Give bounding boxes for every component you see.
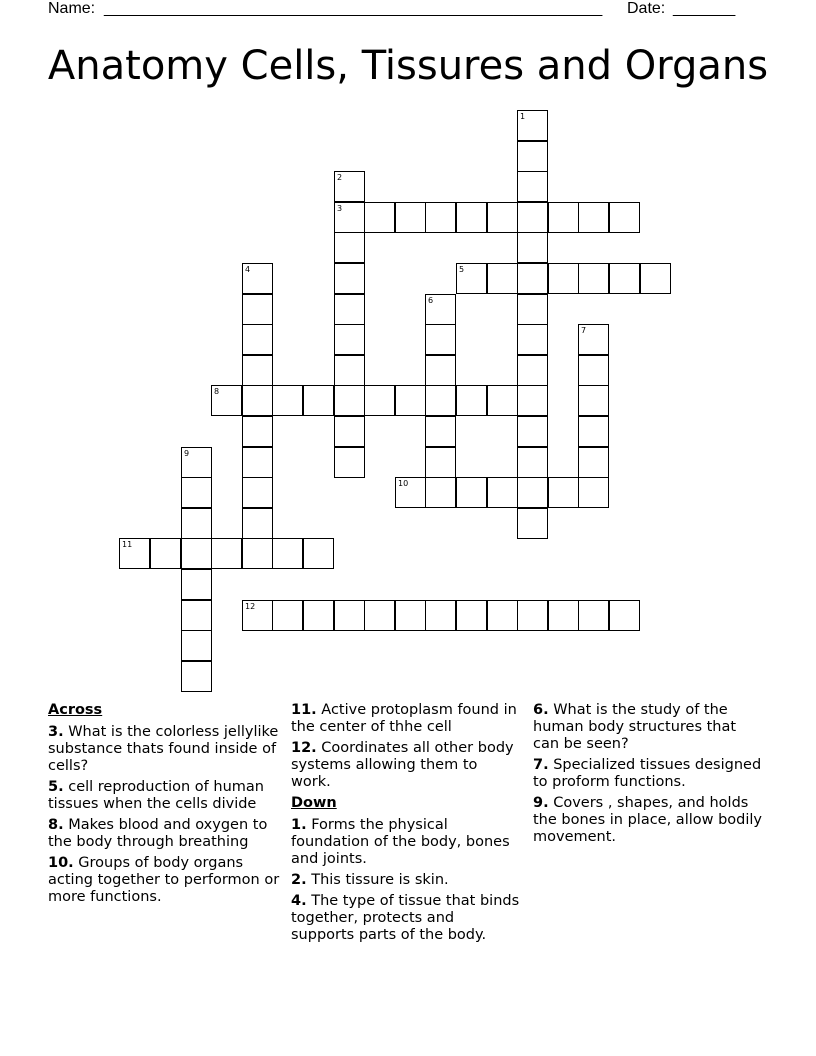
clue-across-12: 12. Coordinates all other body systems allowing them to work. bbox=[291, 740, 514, 790]
grid-cell[interactable] bbox=[517, 294, 548, 325]
clue-down-4: 4. The type of tissue that binds together, protects and supports parts of the body. bbox=[291, 893, 520, 943]
grid-cell[interactable] bbox=[425, 600, 456, 631]
grid-cell[interactable] bbox=[242, 263, 273, 294]
grid-cell[interactable] bbox=[334, 324, 365, 355]
clue-number: 1 bbox=[520, 112, 526, 121]
clue-down-9: 9. Covers , shapes, and holds the bones in place, allow bodily movement. bbox=[533, 795, 763, 845]
grid-cell[interactable] bbox=[211, 538, 242, 569]
grid-cell[interactable] bbox=[395, 202, 426, 233]
grid-cell[interactable] bbox=[334, 202, 365, 233]
grid-cell[interactable] bbox=[334, 385, 365, 416]
clue-across-11: 11. Active protoplasm found in the center of thhe cell bbox=[291, 702, 517, 735]
grid-cell[interactable] bbox=[425, 416, 456, 447]
clue-down-6: 6. What is the study of the human body structures that can be seen? bbox=[533, 702, 737, 752]
grid-cell[interactable] bbox=[578, 447, 609, 478]
grid-cell[interactable] bbox=[334, 232, 365, 263]
grid-cell[interactable] bbox=[242, 600, 273, 631]
clue-number: 6 bbox=[428, 296, 434, 305]
grid-cell[interactable] bbox=[425, 355, 456, 386]
grid-cell[interactable] bbox=[640, 263, 671, 294]
grid-cell[interactable] bbox=[517, 600, 548, 631]
grid-cell[interactable] bbox=[334, 355, 365, 386]
grid-cell[interactable] bbox=[181, 447, 212, 478]
grid-cell[interactable] bbox=[517, 477, 548, 508]
grid-cell[interactable] bbox=[303, 538, 334, 569]
grid-cell[interactable] bbox=[517, 263, 548, 294]
grid-cell[interactable] bbox=[364, 385, 395, 416]
grid-cell[interactable] bbox=[517, 385, 548, 416]
grid-cell[interactable] bbox=[425, 477, 456, 508]
down-heading: Down bbox=[291, 795, 337, 811]
clue-number: 4 bbox=[245, 265, 251, 274]
grid-cell[interactable] bbox=[517, 355, 548, 386]
grid-cell[interactable] bbox=[517, 110, 548, 141]
grid-cell[interactable] bbox=[517, 416, 548, 447]
grid-cell[interactable] bbox=[487, 600, 518, 631]
grid-cell[interactable] bbox=[517, 141, 548, 172]
grid-cell[interactable] bbox=[578, 477, 609, 508]
grid-cell[interactable] bbox=[487, 477, 518, 508]
grid-cell[interactable] bbox=[395, 600, 426, 631]
grid-cell[interactable] bbox=[517, 508, 548, 539]
grid-cell[interactable] bbox=[242, 538, 273, 569]
page-title: Anatomy Cells, Tissures and Organs bbox=[47, 43, 769, 89]
grid-cell[interactable] bbox=[456, 600, 487, 631]
grid-cell[interactable] bbox=[334, 294, 365, 325]
grid-cell[interactable] bbox=[548, 477, 579, 508]
grid-cell[interactable] bbox=[517, 232, 548, 263]
grid-cell[interactable] bbox=[334, 171, 365, 202]
grid-cell[interactable] bbox=[181, 477, 212, 508]
clue-number: 9 bbox=[184, 449, 190, 458]
grid-cell[interactable] bbox=[609, 263, 640, 294]
grid-cell[interactable] bbox=[578, 202, 609, 233]
grid-cell[interactable] bbox=[456, 477, 487, 508]
grid-cell[interactable] bbox=[578, 600, 609, 631]
grid-cell[interactable] bbox=[181, 508, 212, 539]
grid-cell[interactable] bbox=[517, 171, 548, 202]
clue-across-8: 8. Makes blood and oxygen to the body through breathing bbox=[48, 817, 268, 850]
clue-across-5: 5. cell reproduction of human tissues when the cells divide bbox=[48, 779, 264, 812]
grid-cell[interactable] bbox=[395, 477, 426, 508]
grid-cell[interactable] bbox=[456, 385, 487, 416]
grid-cell[interactable] bbox=[578, 324, 609, 355]
grid-cell[interactable] bbox=[211, 385, 242, 416]
grid-cell[interactable] bbox=[303, 600, 334, 631]
grid-cell[interactable] bbox=[181, 538, 212, 569]
grid-cell[interactable] bbox=[303, 385, 334, 416]
grid-cell[interactable] bbox=[456, 263, 487, 294]
name-blank[interactable]: ________________________________________________________ bbox=[104, 0, 603, 17]
grid-cell[interactable] bbox=[456, 202, 487, 233]
grid-cell[interactable] bbox=[578, 416, 609, 447]
across-heading: Across bbox=[48, 702, 103, 718]
clue-across-10: 10. Groups of body organs acting together to performon or more functions. bbox=[48, 855, 280, 905]
grid-cell[interactable] bbox=[150, 538, 181, 569]
grid-cell[interactable] bbox=[181, 630, 212, 661]
grid-cell[interactable] bbox=[364, 600, 395, 631]
date-blank[interactable]: _______ bbox=[673, 0, 736, 17]
grid-cell[interactable] bbox=[578, 385, 609, 416]
grid-cell[interactable] bbox=[578, 355, 609, 386]
grid-cell[interactable] bbox=[242, 416, 273, 447]
grid-cell[interactable] bbox=[181, 569, 212, 600]
grid-cell[interactable] bbox=[425, 385, 456, 416]
date-label: Date: bbox=[627, 0, 666, 17]
grid-cell[interactable] bbox=[487, 202, 518, 233]
grid-cell[interactable] bbox=[548, 202, 579, 233]
name-label: Name: bbox=[48, 0, 96, 17]
clue-number: 3 bbox=[337, 204, 343, 213]
grid-cell[interactable] bbox=[425, 202, 456, 233]
grid-cell[interactable] bbox=[425, 294, 456, 325]
grid-cell[interactable] bbox=[242, 294, 273, 325]
grid-cell[interactable] bbox=[119, 538, 150, 569]
grid-cell[interactable] bbox=[242, 508, 273, 539]
grid-cell[interactable] bbox=[578, 263, 609, 294]
clue-number: 12 bbox=[245, 602, 256, 611]
grid-cell[interactable] bbox=[242, 355, 273, 386]
grid-cell[interactable] bbox=[395, 385, 426, 416]
grid-cell[interactable] bbox=[272, 600, 303, 631]
grid-cell[interactable] bbox=[334, 416, 365, 447]
grid-cell[interactable] bbox=[272, 538, 303, 569]
grid-cell[interactable] bbox=[242, 477, 273, 508]
grid-cell[interactable] bbox=[609, 600, 640, 631]
clue-column-1 bbox=[48, 702, 280, 910]
grid-cell[interactable] bbox=[517, 324, 548, 355]
grid-cell[interactable] bbox=[425, 447, 456, 478]
clue-number: 8 bbox=[214, 387, 220, 396]
clue-down-2: 2. This tissure is skin. bbox=[291, 872, 449, 888]
grid-cell[interactable] bbox=[272, 385, 303, 416]
grid-cell[interactable] bbox=[425, 324, 456, 355]
grid-cell[interactable] bbox=[334, 263, 365, 294]
grid-cell[interactable] bbox=[242, 385, 273, 416]
clue-number: 10 bbox=[398, 479, 409, 488]
clue-down-7: 7. Specialized tissues designed to proform functions. bbox=[533, 757, 762, 790]
clue-column-3 bbox=[533, 702, 763, 850]
grid-cell[interactable] bbox=[242, 324, 273, 355]
grid-cell[interactable] bbox=[487, 385, 518, 416]
grid-cell[interactable] bbox=[548, 600, 579, 631]
grid-cell[interactable] bbox=[487, 263, 518, 294]
grid-cell[interactable] bbox=[609, 202, 640, 233]
clue-number: 2 bbox=[337, 173, 343, 182]
clue-down-1: 1. Forms the physical foundation of the body, bones and joints. bbox=[291, 817, 510, 867]
clue-number: 11 bbox=[122, 540, 133, 549]
grid-cell[interactable] bbox=[181, 661, 212, 692]
grid-cell[interactable] bbox=[517, 202, 548, 233]
clue-column-2 bbox=[291, 702, 521, 948]
grid-cell[interactable] bbox=[181, 600, 212, 631]
grid-cell[interactable] bbox=[517, 447, 548, 478]
clue-across-3: 3. What is the colorless jellylike substance thats found inside of cells? bbox=[48, 724, 279, 774]
grid-cell[interactable] bbox=[334, 447, 365, 478]
grid-cell[interactable] bbox=[364, 202, 395, 233]
grid-cell[interactable] bbox=[548, 263, 579, 294]
clue-number: 5 bbox=[459, 265, 465, 274]
grid-cell[interactable] bbox=[334, 600, 365, 631]
grid-cell[interactable] bbox=[242, 447, 273, 478]
clue-number: 7 bbox=[581, 326, 587, 335]
